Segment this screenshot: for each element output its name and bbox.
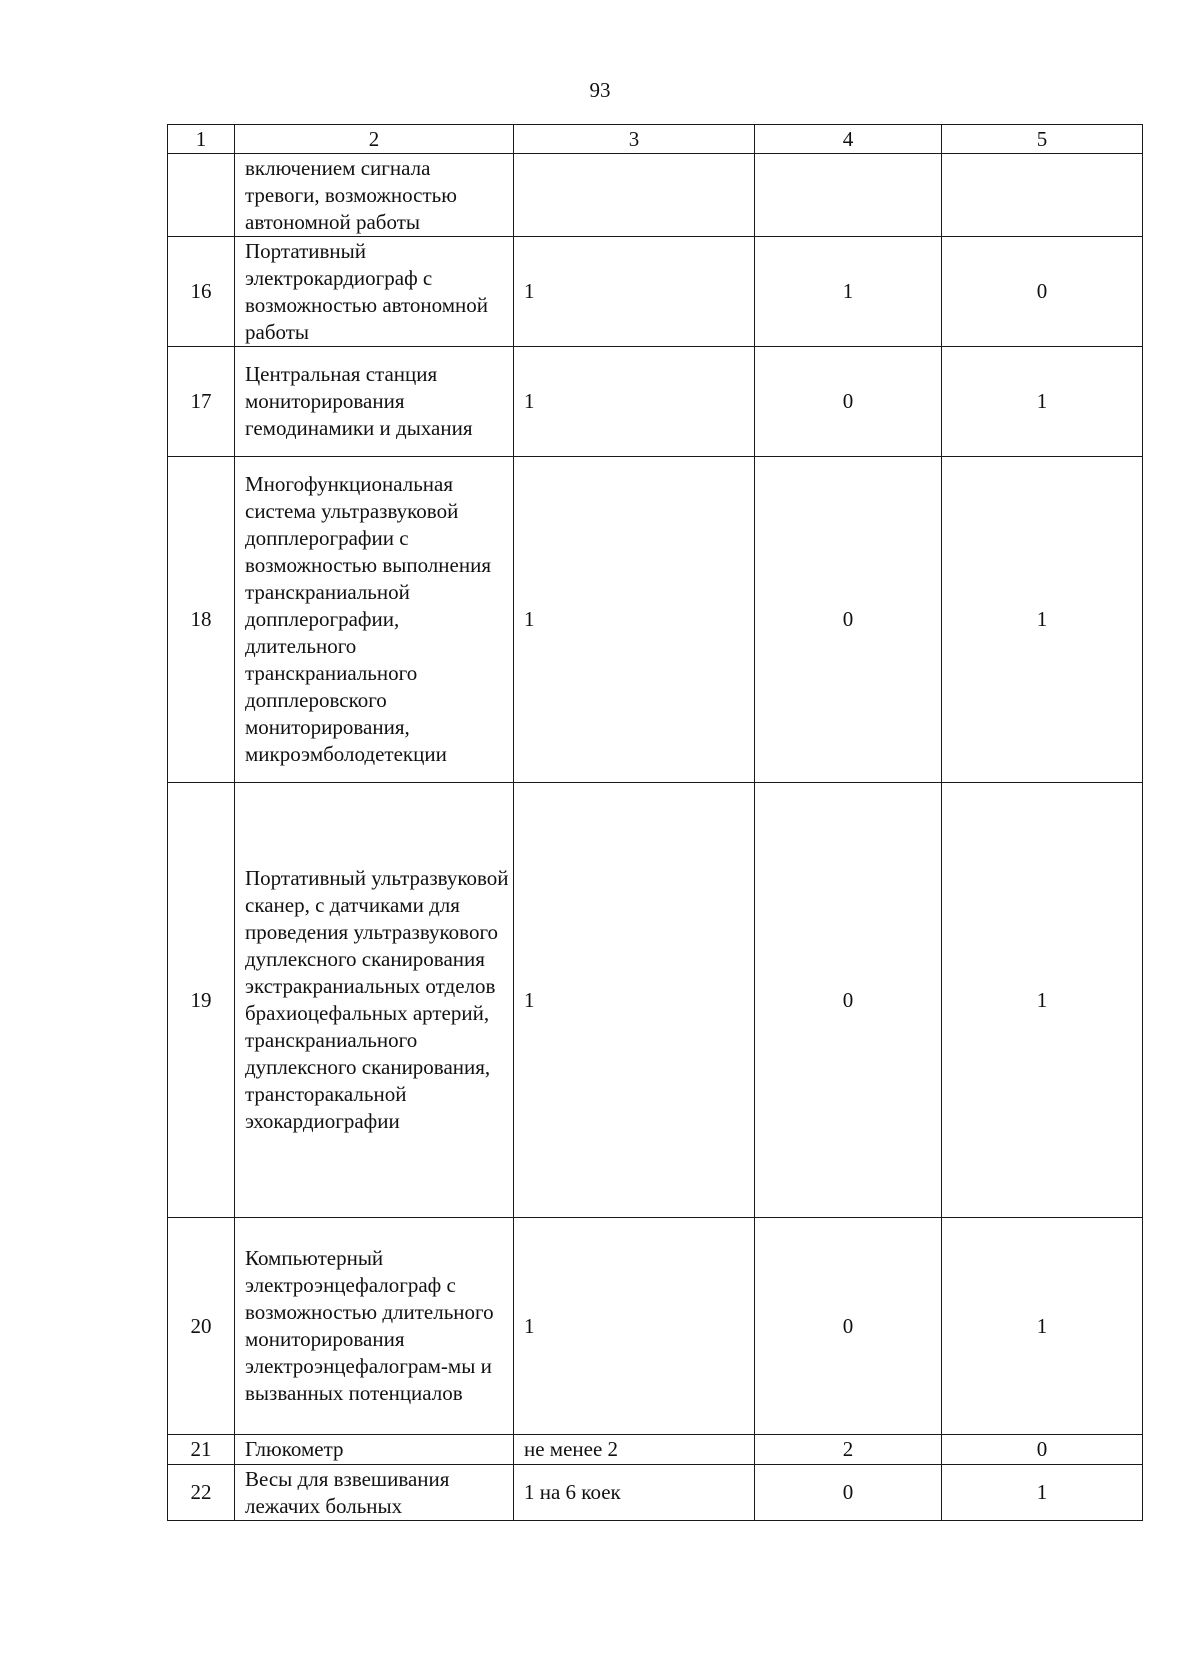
table-header-row [168, 125, 1143, 154]
table-row [168, 1218, 1143, 1435]
column-5-value: 1 [942, 783, 1143, 1218]
row-number: 20 [168, 1218, 235, 1435]
required-quantity: 1 на 6 коек [514, 1465, 755, 1521]
row-number: 21 [168, 1435, 235, 1465]
required-quantity: 1 [514, 237, 755, 347]
column-5-value: 1 [942, 457, 1143, 783]
column-5-value [942, 154, 1143, 237]
equipment-name: Глюкометр [235, 1435, 514, 1465]
equipment-table [167, 124, 1143, 1521]
equipment-name: Центральная станция мониторирования гемодинамики и дыхания [235, 347, 514, 457]
row-number: 22 [168, 1465, 235, 1521]
row-number: 17 [168, 347, 235, 457]
table-row [168, 457, 1143, 783]
equipment-name: Портативный электрокардиограф с возможностью автономной работы [235, 237, 514, 347]
table-row [168, 783, 1143, 1218]
row-number: 19 [168, 783, 235, 1218]
row-number [168, 154, 235, 237]
page-number: 93 [589, 78, 611, 102]
column-4-value: 0 [755, 457, 942, 783]
table-row [168, 347, 1143, 457]
column-header: 1 [168, 125, 235, 154]
equipment-name: Многофункциональная система ультразвуковой допплерографии с возможностью выполнения транскраниальной допплерографии, длительного транскраниального допплеровского мониторирования, микроэмболодетекции [235, 457, 514, 783]
equipment-name: включением сигнала тревоги, возможностью автономной работы [235, 154, 514, 237]
column-4-value: 2 [755, 1435, 942, 1465]
column-5-value: 1 [942, 1218, 1143, 1435]
equipment-name: Портативный ультразвуковой сканер, с датчиками для проведения ультразвукового дуплексного сканирования экстракраниальных отделов брахиоцефальных артерий, транскраниального дуплексного сканирования, трансторакальной эхокардиографии [235, 783, 514, 1218]
equipment-name: Компьютерный электроэнцефалограф с возможностью длительного мониторирования электроэнцефалограм-мы и вызванных потенциалов [235, 1218, 514, 1435]
column-5-value: 0 [942, 1435, 1143, 1465]
column-4-value: 0 [755, 783, 942, 1218]
row-number: 18 [168, 457, 235, 783]
column-header: 3 [514, 125, 755, 154]
required-quantity: не менее 2 [514, 1435, 755, 1465]
column-4-value: 0 [755, 347, 942, 457]
row-number: 16 [168, 237, 235, 347]
table-row [168, 154, 1143, 237]
column-header: 4 [755, 125, 942, 154]
column-4-value: 1 [755, 237, 942, 347]
required-quantity: 1 [514, 457, 755, 783]
column-4-value [755, 154, 942, 237]
required-quantity: 1 [514, 783, 755, 1218]
table-row [168, 1435, 1143, 1465]
column-5-value: 0 [942, 237, 1143, 347]
column-5-value: 1 [942, 347, 1143, 457]
required-quantity: 1 [514, 347, 755, 457]
column-4-value: 0 [755, 1465, 942, 1521]
column-header: 5 [942, 125, 1143, 154]
column-header: 2 [235, 125, 514, 154]
column-4-value: 0 [755, 1218, 942, 1435]
column-5-value: 1 [942, 1465, 1143, 1521]
required-quantity [514, 154, 755, 237]
table-row [168, 1465, 1143, 1521]
equipment-name: Весы для взвешивания лежачих больных [235, 1465, 514, 1521]
required-quantity: 1 [514, 1218, 755, 1435]
table-row [168, 237, 1143, 347]
